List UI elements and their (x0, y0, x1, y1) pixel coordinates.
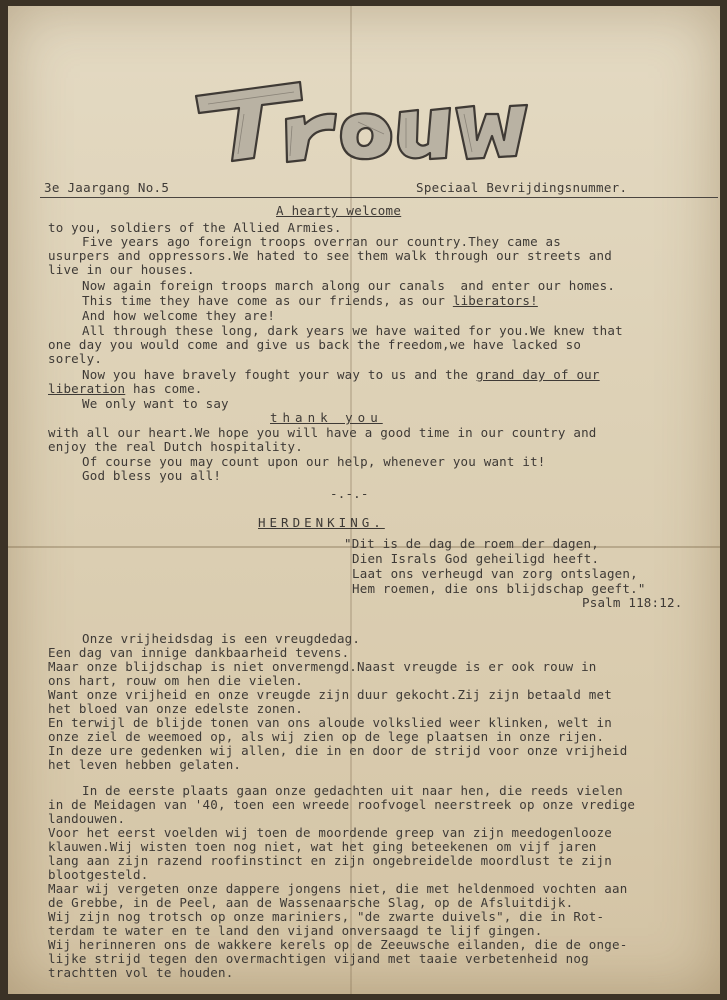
herdenking-heading: HERDENKING. (258, 515, 385, 530)
welcome-line: Now you have bravely fought your way to us and the grand day of our (82, 367, 600, 382)
grand-day-underlined: grand day of our (476, 367, 600, 382)
welcome-line: usurpers and oppressors.We hated to see them walk through our streets and (48, 248, 612, 263)
welcome-line: one day you would come and give us back the freedom,we have lacked so (48, 337, 582, 352)
herdenking-line: onze ziel de weemoed op, als wij zien op de lege plaatsen in onze rijen. (48, 729, 605, 744)
herdenking-line: Onze vrijheidsdag is een vreugdedag. (82, 631, 361, 646)
thank-you-spaced: thank you (270, 410, 383, 425)
herdenking-line: In deze ure gedenken wij allen, die in en door de strijd voor onze vrijheid (48, 743, 628, 758)
welcome-line: to you, soldiers of the Allied Armies. (48, 220, 342, 235)
welcome-line: This time they have come as our friends, as our liberators! (82, 293, 538, 308)
psalm-reference: Psalm 118:12. (582, 595, 683, 610)
psalm-line: Laat ons verheugd van zorg ontslagen, (352, 566, 638, 581)
volume-number: 3e Jaargang No.5 (44, 180, 170, 195)
special-edition-label: Speciaal Bevrijdingsnummer. (416, 180, 628, 195)
header-rule (40, 197, 718, 198)
herdenking-line: Want onze vrijheid en onze vreugde zijn duur gekocht.Zij zijn betaald met (48, 687, 612, 702)
welcome-line: Five years ago foreign troops overran our country.They came as (82, 234, 561, 249)
newspaper-page (8, 6, 720, 994)
herdenking-line: Wij herinneren ons de wakkere kerels op de Zeeuwsche eilanden, die de onge- (48, 937, 628, 952)
welcome-line: enjoy the real Dutch hospitality. (48, 439, 303, 454)
herdenking-line: lang aan zijn razend roofinstinct en zijn ongebreidelde moordlust te zijn (48, 853, 612, 868)
psalm-line: Hem roemen, die ons blijdschap geeft." (352, 581, 646, 596)
herdenking-line: landouwen. (48, 811, 126, 826)
welcome-line: sorely. (48, 351, 103, 366)
liberators-underlined: liberators! (452, 293, 538, 308)
herdenking-line: terdam te water en te land den vijand onversaagd te lijf gingen. (48, 923, 543, 938)
welcome-line: All through these long, dark years we have waited for you.We knew that (82, 323, 623, 338)
herdenking-line: En terwijl de blijde tonen van ons aloude volkslied weer klinken, welt in (48, 715, 612, 730)
welcome-line: with all our heart.We hope you will have a good time in our country and (48, 425, 597, 440)
welcome-line: Of course you may count upon our help, whenever you want it! (82, 454, 546, 469)
masthead-logo-graphic (188, 74, 548, 174)
welcome-line: liberation has come. (48, 381, 203, 396)
herdenking-line: de Grebbe, in de Peel, aan de Wassenaarsche Slag, op de Afsluitdijk. (48, 895, 574, 910)
welcome-line: And how welcome they are! (82, 308, 276, 323)
psalm-line: Dien Israls God geheiligd heeft. (352, 551, 600, 566)
welcome-line: God bless you all! (82, 468, 222, 483)
welcome-line: Now again foreign troops march along our canals and enter our homes. (82, 278, 616, 293)
herdenking-line: het leven hebben gelaten. (48, 757, 242, 772)
herdenking-line: Voor het eerst voelden wij toen de moordende greep van zijn meedogenlooze (48, 825, 612, 840)
psalm-line: "Dit is de dag de roem der dagen, (344, 536, 599, 551)
herdenking-line: lijke strijd tegen den overmachtigen vijand met taaie verbetenheid nog (48, 951, 589, 966)
section-separator: -.-.- (330, 486, 369, 501)
welcome-line: live in our houses. (48, 262, 195, 277)
herdenking-line: Maar wij vergeten onze dappere jongens niet, die met heldenmoed vochten aan (48, 881, 628, 896)
herdenking-line: het bloed van onze edelste zonen. (48, 701, 303, 716)
liberation-underlined: liberation (48, 381, 126, 396)
welcome-heading: A hearty welcome (276, 203, 402, 218)
herdenking-line: trachtten vol te houden. (48, 965, 234, 980)
herdenking-line: Een dag van innige dankbaarheid tevens. (48, 645, 350, 660)
herdenking-line: klauwen.Wij wisten toen nog niet, wat het ging beteekenen om vijf jaren (48, 839, 597, 854)
herdenking-line: in de Meidagen van '40, toen een wreede roofvogel neerstreek op onze vredige (48, 797, 636, 812)
welcome-line: We only want to say (82, 396, 229, 411)
herdenking-line: In de eerste plaats gaan onze gedachten uit naar hen, die reeds vielen (82, 783, 623, 798)
herdenking-line: Maar onze blijdschap is niet onvermengd.Naast vreugde is er ook rouw in (48, 659, 597, 674)
masthead-logo (188, 74, 548, 174)
herdenking-line: Wij zijn nog trotsch op onze mariniers, "de zwarte duivels", die in Rot- (48, 909, 605, 924)
herdenking-line: blootgesteld. (48, 867, 149, 882)
herdenking-line: ons hart, rouw om hen die vielen. (48, 673, 303, 688)
